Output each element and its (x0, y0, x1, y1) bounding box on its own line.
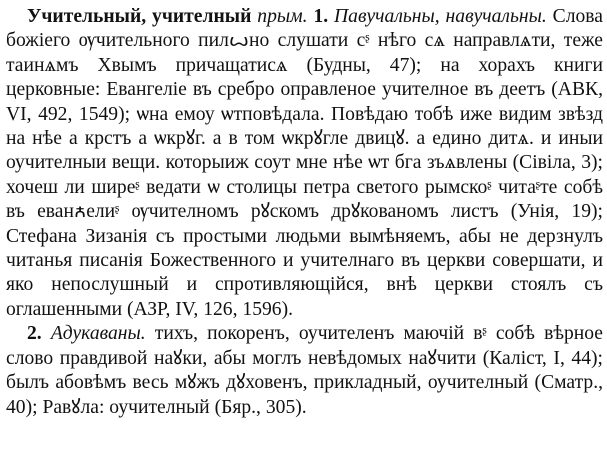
sense-definition: Адукаваны. (50, 323, 146, 345)
sense-citations: тихъ, покоренъ, оучителенъ маючій вᶳ собѣ вѣрное слово правдивой наꙋки, абы моглъ невѣдомых наꙋчити (Каліст, І, 44); былъ абовѣмъ весь мꙋжъ дꙋховенъ, прикладный, оучителный (Сматр., 40); Равꙋла: оучителный (Бяр., 305). (6, 323, 603, 418)
headword: Учительный, учителный (27, 6, 252, 27)
sense-citations: Слова божіего ѹчительного пилꙍно слушати сᶳ нѣго сѧ направлѧти, теже таинѧмъ Хвымъ причащатисѧ (Будны, 47); на хорахъ книги церковные: Евангеліе въ сребро оправленое учителное въ деетъ (АВК, VI, 492, 1549); ѡна емоу ѡтповѣдала. Повѣдаю тобѣ иже видим звѣзд на нѣе а крстъ а ѡкрꙋг. а в том ѡкрꙋгле двицꙋ. а едино дитѧ. и иныи оучителныи вещи. которыиж соут мне нѣе ѡт бга зъѧвлены (Сівіла, 3); хочеш ли ширеᶳ ведати ѡ столицы петра светого рымскоᶳ читаᶳте собѣ въ еванꙉелиᶳ ѹчителномъ рꙋскомъ дрꙋкованомъ листъ (Унія, 19); Стефана Зизанія съ простыми людьми вымѣняемъ, абы не дерзнулъ читанья писанія Божественного и учителнаго въ церкви совершати, и яко непослушный и спротивляющійся, внѣ церкви стоялъ съ оглашенными (АЗР, IV, 126, 1596). (6, 6, 603, 320)
sense-2-paragraph (6, 322, 603, 420)
sense-1-paragraph (6, 5, 603, 322)
sense-definition: Павучальны, навучальны. (334, 6, 547, 27)
sense-number: 1. (313, 6, 329, 27)
grammar-label: прым. (257, 6, 308, 27)
sense-number: 2. (27, 323, 42, 345)
